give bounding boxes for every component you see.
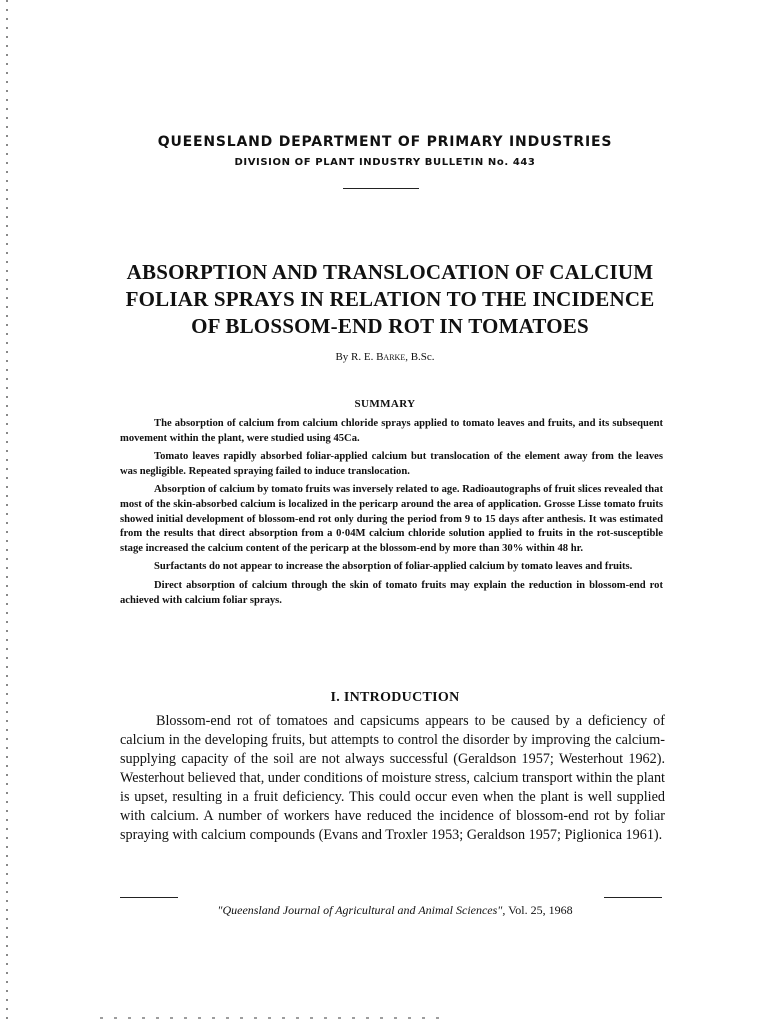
summary-paragraph: Absorption of calcium by tomato fruits was inversely related to age. Radioautographs of fruit slices revealed that most of the skin-absorbed calcium is localized in the pericarp around the area of application. Grosse Lisse tomato fruits showed initial development of blossom-end rot only during the period from 9 to 15 days after anthesis. It was estimated from the results that direct absorption from a 0·04M calcium chloride solution applied to fruits in the rot-susceptible stage increased the calcium content of the pericarp at the blossom-end by more than 30% within 48 hr.: [120, 484, 663, 554]
summary-heading: SUMMARY: [354, 398, 416, 410]
introduction-heading: I. INTRODUCTION: [330, 690, 460, 705]
summary-paragraph: Direct absorption of calcium through the skin of tomato fruits may explain the reduction in blossom-end rot achieved with calcium foliar sprays.: [120, 579, 663, 606]
introduction-body: [120, 712, 665, 845]
summary-paragraph: Tomato leaves rapidly absorbed foliar-applied calcium but translocation of the element away from the leaves was negligible. Repeated spraying failed to induce translocation.: [120, 451, 663, 477]
footer-rule-left: [120, 897, 178, 898]
byline: [0, 351, 770, 363]
bulletin-header: DIVISION OF PLANT INDUSTRY BULLETIN No. 443: [234, 157, 536, 168]
summary-body: [120, 417, 663, 612]
introduction-paragraph: Blossom-end rot of tomatoes and capsicums appears to be caused by a deficiency of calcium in the developing fruits, but attempts to control the disorder by improving the calcium-supplying capacity of the soil are not always successful (Geraldson 1957; Westerhout 1962). Westerhout believed that, under conditions of moisture stress, calcium transport within the plant is upset, resulting in a fruit deficiency. This could occur even when the plant is well supplied with calcium. A number of workers have reduced the incidence of blossom-end rot by foliar spraying with calcium compounds (Evans and Troxler 1953; Geraldson 1957; Piglionica 1961).: [120, 713, 665, 843]
article-title: [110, 259, 670, 340]
title-line-2: FOLIAR SPRAYS IN RELATION TO THE INCIDENCE: [125, 287, 655, 311]
title-line-3: OF BLOSSOM-END ROT IN TOMATOES: [191, 314, 589, 338]
journal-citation: [0, 903, 770, 918]
summary-paragraph: The absorption of calcium from calcium chloride sprays applied to tomato leaves and fruits, and its subsequent movement within the plant, were studied using 45Ca.: [120, 418, 663, 444]
title-line-1: ABSORPTION AND TRANSLOCATION OF CALCIUM: [126, 260, 654, 284]
scan-edge-artifact: [6, 0, 8, 1024]
scan-bottom-artifact: [100, 1017, 440, 1019]
organization-header: QUEENSLAND DEPARTMENT OF PRIMARY INDUSTRIES: [157, 134, 613, 150]
byline-prefix: By: [335, 351, 349, 363]
summary-paragraph: Surfactants do not appear to increase the absorption of foliar-applied calcium by tomato leaves and fruits.: [154, 561, 633, 573]
header-divider: [343, 188, 419, 189]
footer-rule-right: [604, 897, 662, 898]
journal-name: "Queensland Journal of Agricultural and Animal Sciences",: [217, 903, 506, 917]
author-name: R. E. Barke,: [351, 351, 408, 363]
journal-volume: Vol. 25, 1968: [508, 903, 573, 917]
author-degree: B.Sc.: [410, 351, 435, 363]
